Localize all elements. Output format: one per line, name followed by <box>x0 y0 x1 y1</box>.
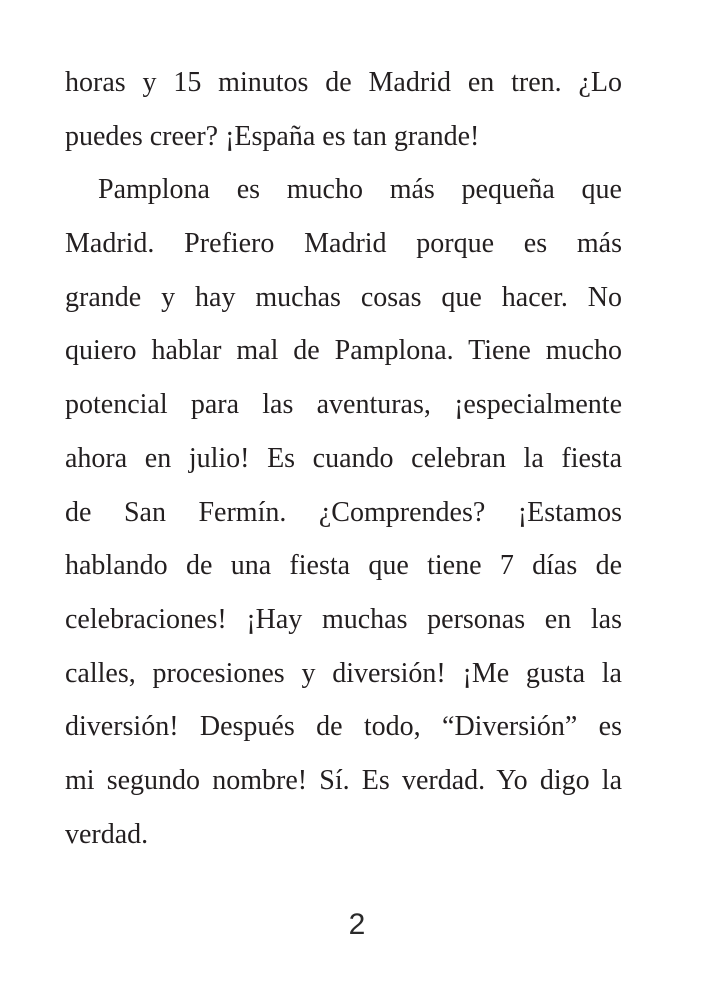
text-line: hablando de una fiesta que tiene 7 días de <box>65 550 622 582</box>
text-line: grande y hay muchas cosas que hacer. No <box>65 281 622 313</box>
page-number: 2 <box>348 908 366 941</box>
text-line: Pamplona es mucho más pequeña que <box>98 174 622 206</box>
text-line: potencial para las aventuras, ¡especialmente <box>65 389 622 421</box>
text-line: verdad. <box>65 818 149 850</box>
text-line: diversión! Después de todo, “Diversión” es <box>65 711 622 743</box>
page-text <box>65 56 622 861</box>
text-line: ahora en julio! Es cuando celebran la fiesta <box>65 442 622 474</box>
text-line: calles, procesiones y diversión! ¡Me gusta la <box>65 657 622 689</box>
text-line: quiero hablar mal de Pamplona. Tiene mucho <box>65 335 622 367</box>
text-line: horas y 15 minutos de Madrid en tren. ¿Lo <box>65 67 622 98</box>
text-line: mi segundo nombre! Sí. Es verdad. Yo digo la <box>65 764 622 796</box>
text-line: Madrid. Prefiero Madrid porque es más <box>65 228 622 260</box>
text-line: puedes creer? ¡España es tan grande! <box>65 120 480 152</box>
text-line: de San Fermín. ¿Comprendes? ¡Estamos <box>65 496 622 528</box>
text-line: celebraciones! ¡Hay muchas personas en las <box>65 603 622 635</box>
